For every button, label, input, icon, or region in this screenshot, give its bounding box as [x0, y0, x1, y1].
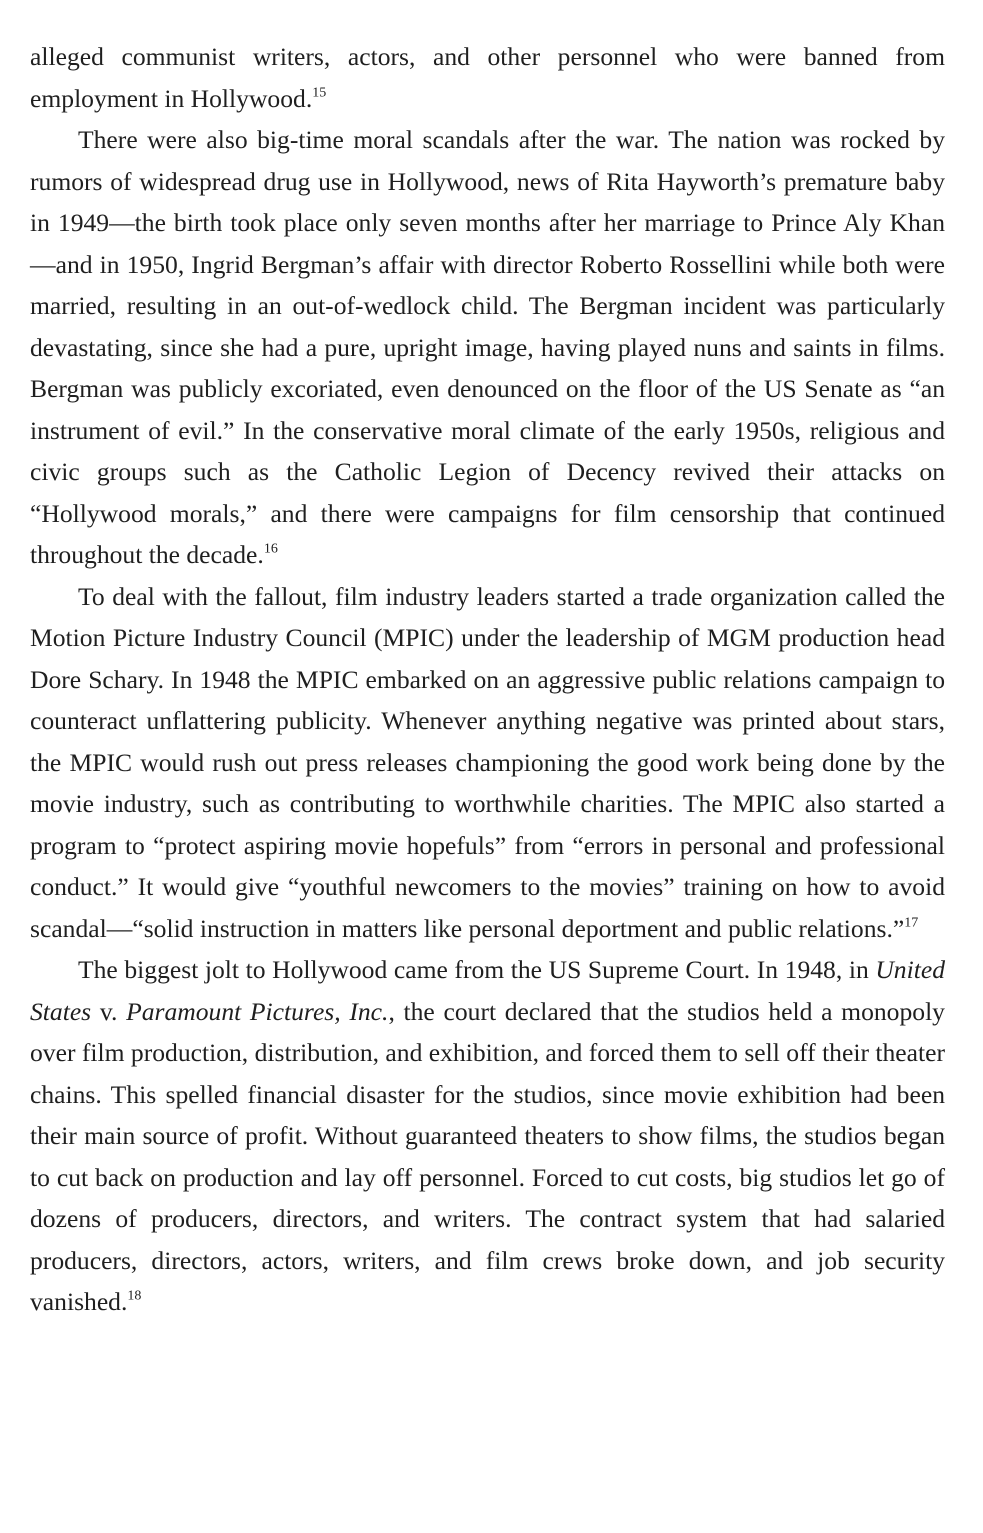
paragraph-text: There were also big-time moral scandals after the war. The nation was rocked by rumors of widespread drug use in Hollywood, news of Rita Hayworth’s premature baby in 1949—the birth took place only seven months after her marriage to Prince Aly Khan—and in 1950, Ingrid Bergman’s affair with director Roberto Rossellini while both were married, resulting in an out-of-wedlock child. The Bergman incident was particularly devastating, since she had a pure, upright image, having played nuns and saints in films. Bergman was publicly excoriated, even denounced on the floor of the US Senate as “an instrument of evil.” In the conservative moral climate of the early 1950s, religious and civic groups such as the Catholic Legion of Decency revived their attacks on “Hollywood morals,” and there were campaigns for film censorship that continued throughout the decade.	[30, 125, 945, 569]
paragraph-text: , the court declared that the studios held a monopoly over film production, distribution, and exhibition, and forced them to sell off their theater chains. This spelled financial disaster for the studios, since movie exhibition had been their main source of profit. Without guaranteed theaters to show films, the studios began to cut back on production and lay off personnel. Forced to cut costs, big studios let go of dozens of producers, directors, and writers. The contract system that had salaried producers, directors, actors, writers, and film crews broke down, and job security vanished.	[30, 996, 945, 1316]
paragraph	[30, 36, 945, 119]
paragraph-text: alleged communist writers, actors, and other personnel who were banned from employment in Hollywood.	[30, 42, 945, 113]
case-name-italic: United States	[30, 955, 945, 1026]
paragraph	[30, 949, 945, 1323]
paragraph	[30, 119, 945, 576]
paragraph	[30, 576, 945, 950]
footnote-marker: 16	[263, 541, 278, 557]
paragraph-text: To deal with the fallout, film industry leaders started a trade organization called the Motion Picture Industry Council (MPIC) under the leadership of MGM production head Dore Schary. In 1948 the MPIC embarked on an aggressive public relations campaign to counteract unflattering publicity. Whenever anything negative was printed about stars, the MPIC would rush out press releases championing the good work being done by the movie industry, such as contributing to worthwhile charities. The MPIC also started a program to “protect aspiring movie hopefuls” from “errors in personal and professional conduct.” It would give “youthful newcomers to the movies” training on how to avoid scandal—“solid instruction in matters like personal deportment and public relations.”	[30, 581, 945, 943]
case-name-italic: Paramount Pictures, Inc.	[126, 996, 389, 1026]
page-body	[30, 36, 945, 1323]
footnote-marker: 18	[127, 1288, 142, 1304]
paragraph-text: The biggest jolt to Hollywood came from the US Supreme Court. In 1948, in	[78, 955, 876, 984]
footnote-marker: 15	[312, 85, 327, 100]
footnote-marker: 17	[904, 915, 919, 930]
paragraph-text: v.	[91, 996, 127, 1026]
